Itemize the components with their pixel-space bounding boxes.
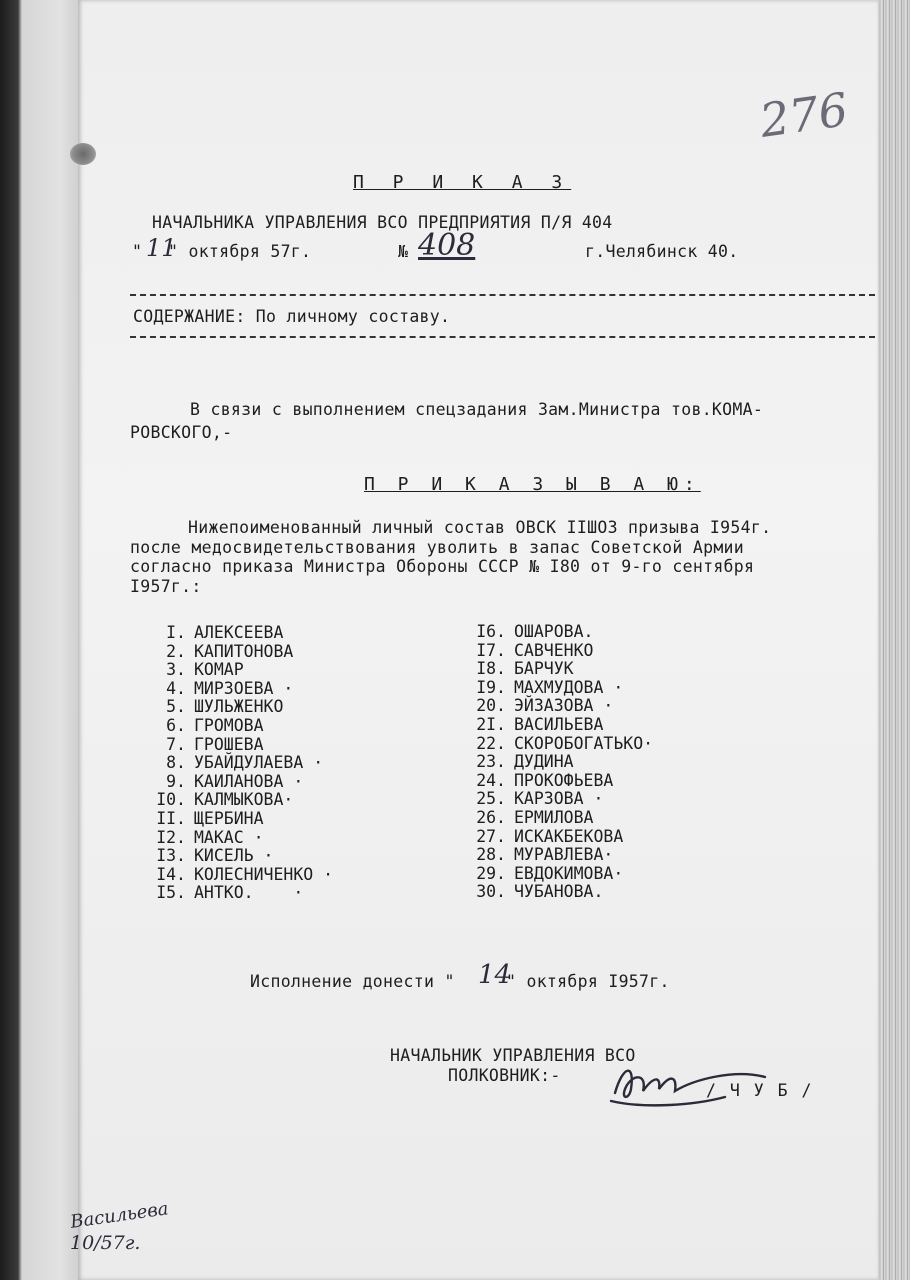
list-item-number: 5. (166, 697, 186, 717)
issuer-line: НАЧАЛЬНИКА УПРАВЛЕНИЯ ВСО ПРЕДПРИЯТИЯ П/Я 404 (152, 213, 613, 232)
list-item-name: МАХМУДОВА · (514, 677, 624, 697)
stacked-pages-edge (878, 0, 910, 1280)
corner-note-line-1: Васильева (69, 1198, 170, 1233)
list-item-number: I. (166, 623, 186, 642)
list-item-number: I5. (156, 883, 186, 903)
personnel-list-left (150, 624, 333, 903)
body-line-1: Нижепоименованный личный состав ОВСК IIШОЗ призыва I954г. (188, 518, 772, 537)
list-item (150, 810, 333, 829)
list-item-number: 24. (476, 770, 506, 790)
signature-title-2: ПОЛКОВНИК:- (448, 1066, 561, 1085)
list-item-name: ЭЙЗАЗОВА · (514, 696, 614, 716)
list-item-number: 20. (476, 696, 506, 716)
list-item-number: 4. (166, 678, 186, 698)
list-item-number: 23. (476, 752, 506, 772)
list-item-name: УБАЙДУЛАЕВА · (194, 753, 324, 773)
list-item-name: АНТКО. · (194, 883, 304, 903)
handwritten-corner-note (69, 1198, 170, 1254)
list-item-name: ЕВДОКИМОВА· (514, 863, 624, 883)
list-item-number: 2. (166, 641, 186, 661)
city: г.Челябинск 40. (585, 242, 739, 261)
list-item-name: КАЛМЫКОВА· (194, 790, 294, 810)
list-item-name: ВАСИЛЬЕВА (514, 714, 604, 734)
list-item (470, 790, 653, 809)
list-item-name: БАРЧУК (514, 659, 574, 679)
personnel-list-right (470, 623, 653, 902)
list-item-number: I8. (476, 659, 506, 679)
list-item-name: ГРОМОВА (194, 715, 264, 735)
list-item (150, 866, 333, 885)
list-item-number: I6. (476, 622, 506, 641)
list-item (150, 624, 333, 643)
list-item (150, 698, 333, 717)
divider-bottom (130, 336, 875, 338)
intro-line-1: В связи с выполнением спецзадания Зам.Министра тов.КОМА- (190, 400, 764, 419)
subject-line: СОДЕРЖАНИЕ: По личному составу. (133, 307, 451, 326)
list-item-number: I3. (156, 846, 186, 866)
stamp-number: 276 (756, 82, 852, 148)
list-item (150, 884, 333, 903)
order-day: 11 (146, 234, 177, 262)
report-suffix: " октября I957г. (506, 972, 670, 991)
body-line-3: согласно приказа Министра Обороны СССР № I80 от 9-го сентября (130, 557, 755, 576)
list-item-name: КОЛЕСНИЧЕНКО · (194, 864, 334, 884)
list-item (470, 809, 653, 828)
list-item-number: I7. (476, 640, 506, 660)
list-item (150, 736, 333, 755)
list-item-name: ЧУБАНОВА. (514, 882, 604, 902)
body-line-2: после медосвидетельствования уволить в запас Советской Армии (130, 538, 745, 557)
list-item-number: 26. (476, 807, 506, 827)
list-item (150, 643, 333, 662)
list-item (470, 679, 653, 698)
list-item-name: ЕРМИЛОВА (514, 807, 594, 827)
list-item (470, 716, 653, 735)
list-item-number: I0. (156, 790, 186, 810)
list-item (470, 642, 653, 661)
list-item-number: 8. (166, 753, 186, 773)
list-item (470, 660, 653, 679)
list-item-number: 27. (476, 826, 506, 846)
list-item (150, 791, 333, 810)
list-item-name: КАИЛАНОВА · (194, 771, 304, 791)
list-item-number: 30. (476, 882, 506, 902)
signature-title-1: НАЧАЛЬНИК УПРАВЛЕНИЯ ВСО (390, 1046, 636, 1065)
list-item (150, 773, 333, 792)
list-item (470, 883, 653, 902)
list-item (150, 661, 333, 680)
list-item (470, 697, 653, 716)
list-item (470, 828, 653, 847)
list-item-name: ПРОКОФЬЕВА (514, 770, 614, 790)
list-item-number: 29. (476, 863, 506, 883)
list-item-number: 9. (166, 771, 186, 791)
list-item-number: 3. (166, 660, 186, 680)
list-item-name: КАПИТОНОВА (194, 641, 294, 661)
list-item-name: АЛЕКСЕЕВА (194, 623, 284, 642)
number-label: № (398, 242, 409, 261)
list-item (150, 847, 333, 866)
list-item-name: ШУЛЬЖЕНКО (194, 697, 284, 717)
signature-scribble (605, 1055, 775, 1115)
list-item-number: I2. (156, 827, 186, 847)
intro-line-2: РОВСКОГО,- (130, 423, 233, 442)
list-item-name: ДУДИНА (514, 752, 574, 772)
list-item-number: 22. (476, 733, 506, 753)
binder-edge (0, 0, 80, 1280)
list-item (470, 772, 653, 791)
list-item (150, 680, 333, 699)
day-prefix: " (132, 242, 143, 261)
order-number: 408 (418, 228, 476, 263)
document-title: П Р И К А З (353, 172, 572, 193)
list-item-name: КАРЗОВА · (514, 789, 604, 809)
report-prefix: Исполнение донести " (250, 972, 455, 991)
day-suffix: " октября 57г. (168, 242, 312, 261)
divider-top (130, 294, 875, 296)
list-item (470, 846, 653, 865)
list-item (150, 717, 333, 736)
list-item (150, 829, 333, 848)
list-item-number: 6. (166, 715, 186, 735)
list-item (150, 754, 333, 773)
list-item-number: 7. (166, 734, 186, 754)
list-item-name: ОШАРОВА. (514, 622, 594, 641)
list-item (470, 623, 653, 642)
binder-hole (70, 143, 96, 165)
list-item-name: ЩЕРБИНА (194, 808, 264, 828)
list-item-number: 2I. (476, 714, 506, 734)
list-item-name: ГРОШЕВА (194, 734, 264, 754)
list-item-number: I9. (476, 677, 506, 697)
list-item-name: МИРЗОЕВА · (194, 678, 294, 698)
list-item-name: КИСЕЛЬ · (194, 846, 274, 866)
list-item (470, 753, 653, 772)
list-item-name: САВЧЕНКО (514, 640, 594, 660)
list-item (470, 865, 653, 884)
corner-note-line-2: 10/57г. (70, 1232, 141, 1254)
list-item-number: II. (156, 808, 186, 828)
signatory-name: / Ч У Б / (706, 1081, 814, 1100)
list-item-name: СКОРОБОГАТЬКО· (514, 733, 654, 753)
list-item-name: МУРАВЛЕВА· (514, 845, 614, 865)
order-heading: П Р И К А З Ы В А Ю: (364, 474, 701, 495)
list-item-name: КОМАР (194, 660, 244, 680)
list-item-number: 25. (476, 789, 506, 809)
list-item-name: МАКАС · (194, 827, 264, 847)
list-item-number: I4. (156, 864, 186, 884)
list-item (470, 735, 653, 754)
report-day: 14 (478, 960, 512, 990)
list-item-name: ИСКАКБЕКОВА (514, 826, 624, 846)
body-line-4: I957г.: (130, 577, 202, 596)
list-item-number: 28. (476, 845, 506, 865)
